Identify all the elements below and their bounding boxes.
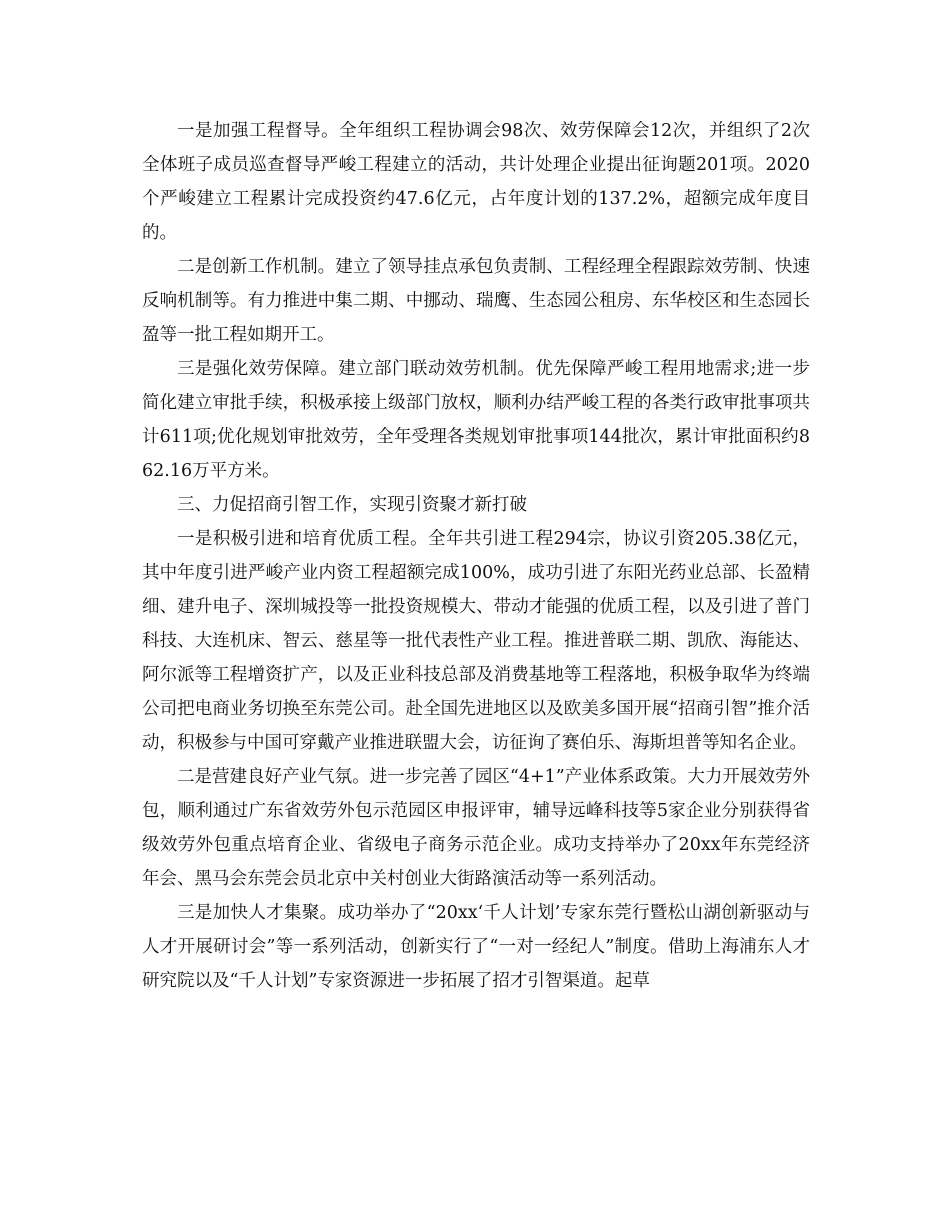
paragraph-industry-atmosphere: 二是营建良好产业气氛。进一步完善了园区“4+1”产业体系政策。大力开展效劳外包，顺利通过广东省效劳外包示范园区申报评审，辅导远峰科技等5家企业分别获得省级效劳外包重点培育企业、省级电子商务示范企业。成功支持举办了20xx年东莞经济年会、黑马会东莞会员北京中关村创业大街路演活动等一系列活动。 (142, 767, 810, 889)
paragraph-talent-gathering: 三是加快人才集聚。成功举办了“20xx‘千人计划’专家东莞行暨松山湖创新驱动与人才开展研讨会”等一系列活动，创新实行了“一对一经纪人”制度。借助上海浦东人才研究院以及“千人计划”专家资源进一步拓展了招才引智渠道。起草 (142, 903, 810, 991)
paragraph-work-mechanism: 二是创新工作机制。建立了领导挂点承包负责制、工程经理全程跟踪效劳制、快速反响机制等。有力推进中集二期、中挪动、瑞鹰、生态园公租房、东华校区和生态园长盈等一批工程如期开工。 (142, 257, 810, 345)
document-body (142, 114, 810, 998)
paragraph-quality-projects: 一是积极引进和培育优质工程。全年共引进工程294宗，协议引资205.38亿元，其中年度引进严峻产业内资工程超额完成100%，成功引进了东阳光药业总部、长盈精细、建升电子、深圳城投等一批投资规模大、带动才能强的优质工程，以及引进了普门科技、大连机床、智云、慈星等一批代表性产业工程。推进普联二期、凯欣、海能达、阿尔派等工程增资扩产，以及正业科技总部及消费基地等工程落地，积极争取华为终端公司把电商业务切换至东莞公司。赴全国先进地区以及欧美多国开展“招商引智”推介活动，积极参与中国可穿戴产业推进联盟大会，访征询了赛伯乐、海斯坦普等知名企业。 (142, 529, 810, 753)
section-heading-investment: 三、力促招商引智工作，实现引资聚才新打破 (177, 495, 527, 515)
paragraph-project-supervision: 一是加强工程督导。全年组织工程协调会98次、效劳保障会12次，并组织了2次全体班子成员巡查督导严峻工程建立的活动，共计处理企业提出征询题201项。2020个严峻建立工程累计完成投资约47.6亿元，占年度计划的137.2%，超额完成年度目的。 (142, 121, 810, 243)
paragraph-service-guarantee: 三是强化效劳保障。建立部门联动效劳机制。优先保障严峻工程用地需求;进一步简化建立审批手续，积极承接上级部门放权，顺利办结严峻工程的各类行政审批事项共计611项;优化规划审批效劳，全年受理各类规划审批事项144批次，累计审批面积约862.16万平方米。 (142, 359, 810, 481)
